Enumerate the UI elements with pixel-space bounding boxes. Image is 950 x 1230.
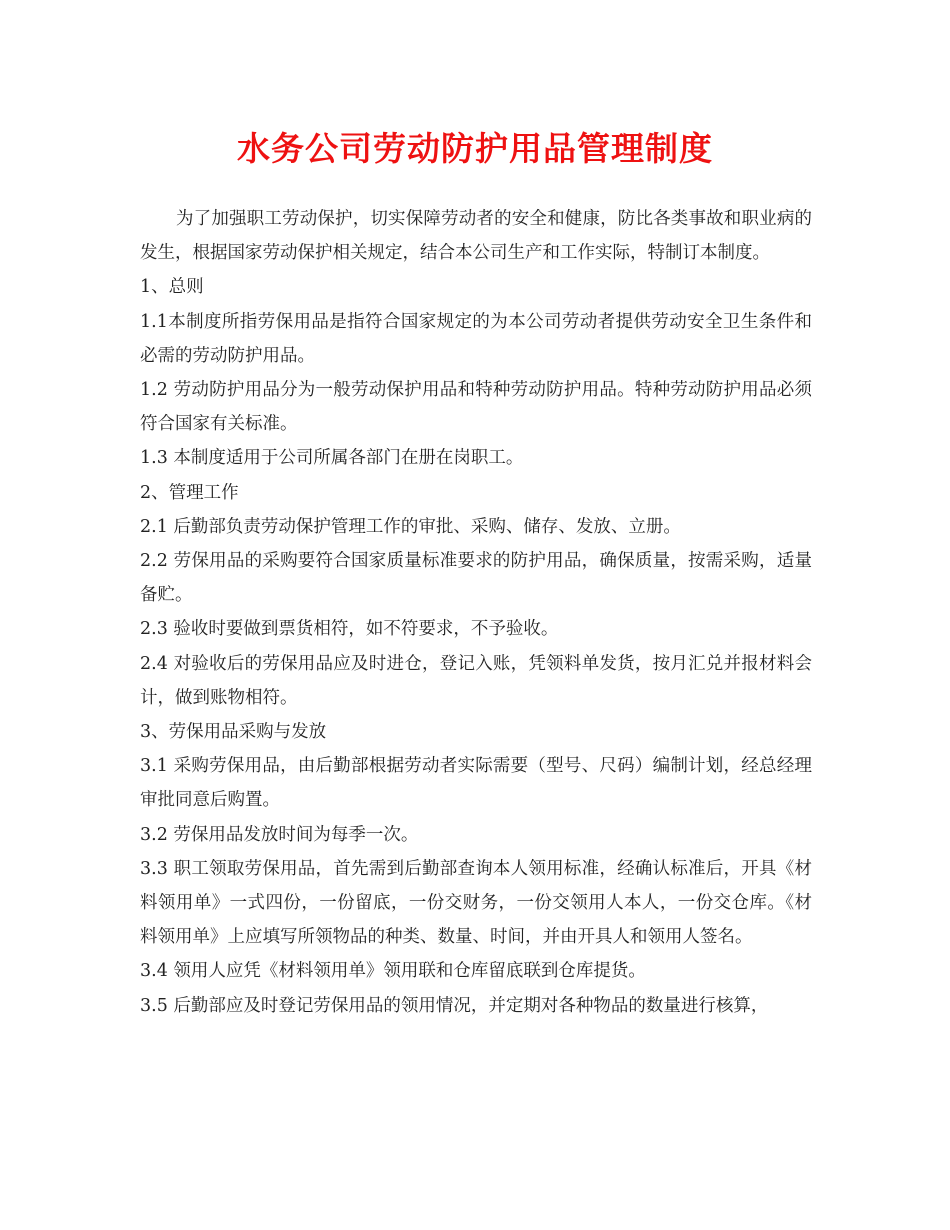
- clause-3-5: 3.5 后勤部应及时登记劳保用品的领用情况，并定期对各种物品的数量进行核算，: [140, 995, 769, 1016]
- document-title: 水务公司劳动防护用品管理制度: [237, 129, 713, 168]
- clause-2-4: 2.4 对验收后的劳保用品应及时进仓，登记入账，凭领料单发货，按月汇兑并报材料会计，做到账物相符。: [140, 653, 812, 708]
- clause-3-1: 3.1 采购劳保用品，由后勤部根据劳动者实际需要（型号、尺码）编制计划，经总经理审批同意后购置。: [140, 756, 812, 811]
- clause-3-3: 3.3 职工领取劳保用品，首先需到后勤部查询本人领用标准，经确认标准后，开具《材料领用单》一式四份，一份留底，一份交财务，一份交领用人本人，一份交仓库。《材料领用单》上应填写所领物品的种类、数量、时间，并由开具人和领用人签名。: [140, 858, 812, 948]
- clause-1-2: 1.2 劳动防护用品分为一般劳动保护用品和特种劳动防护用品。特种劳动防护用品必须符合国家有关标准。: [140, 380, 812, 435]
- document-body: [140, 202, 812, 1023]
- clause-2-2: 2.2 劳保用品的采购要符合国家质量标准要求的防护用品，确保质量，按需采购，适量备贮。: [140, 551, 812, 606]
- section-heading: 2、管理工作: [140, 482, 239, 503]
- intro-paragraph: 为了加强职工劳动保护，切实保障劳动者的安全和健康，防比各类事故和职业病的发生，根据国家劳动保护相关规定，结合本公司生产和工作实际，特制订本制度。: [140, 209, 812, 264]
- section-heading: 1、总则: [140, 277, 204, 298]
- clause-2-1: 2.1 后勤部负责劳动保护管理工作的审批、采购、储存、发放、立册。: [140, 516, 681, 537]
- clause-1-1: 1.1本制度所指劳保用品是指符合国家规定的为本公司劳动者提供劳动安全卫生条件和必需的劳动防护用品。: [140, 311, 812, 366]
- clause-3-2: 3.2 劳保用品发放时间为每季一次。: [140, 824, 419, 845]
- clause-1-3: 1.3 本制度适用于公司所属各部门在册在岗职工。: [140, 448, 524, 469]
- section-heading: 3、劳保用品采购与发放: [140, 722, 327, 743]
- clause-2-3: 2.3 验收时要做到票货相符，如不符要求，不予验收。: [140, 619, 559, 640]
- clause-3-4: 3.4 领用人应凭《材料领用单》领用联和仓库留底联到仓库提货。: [140, 961, 646, 982]
